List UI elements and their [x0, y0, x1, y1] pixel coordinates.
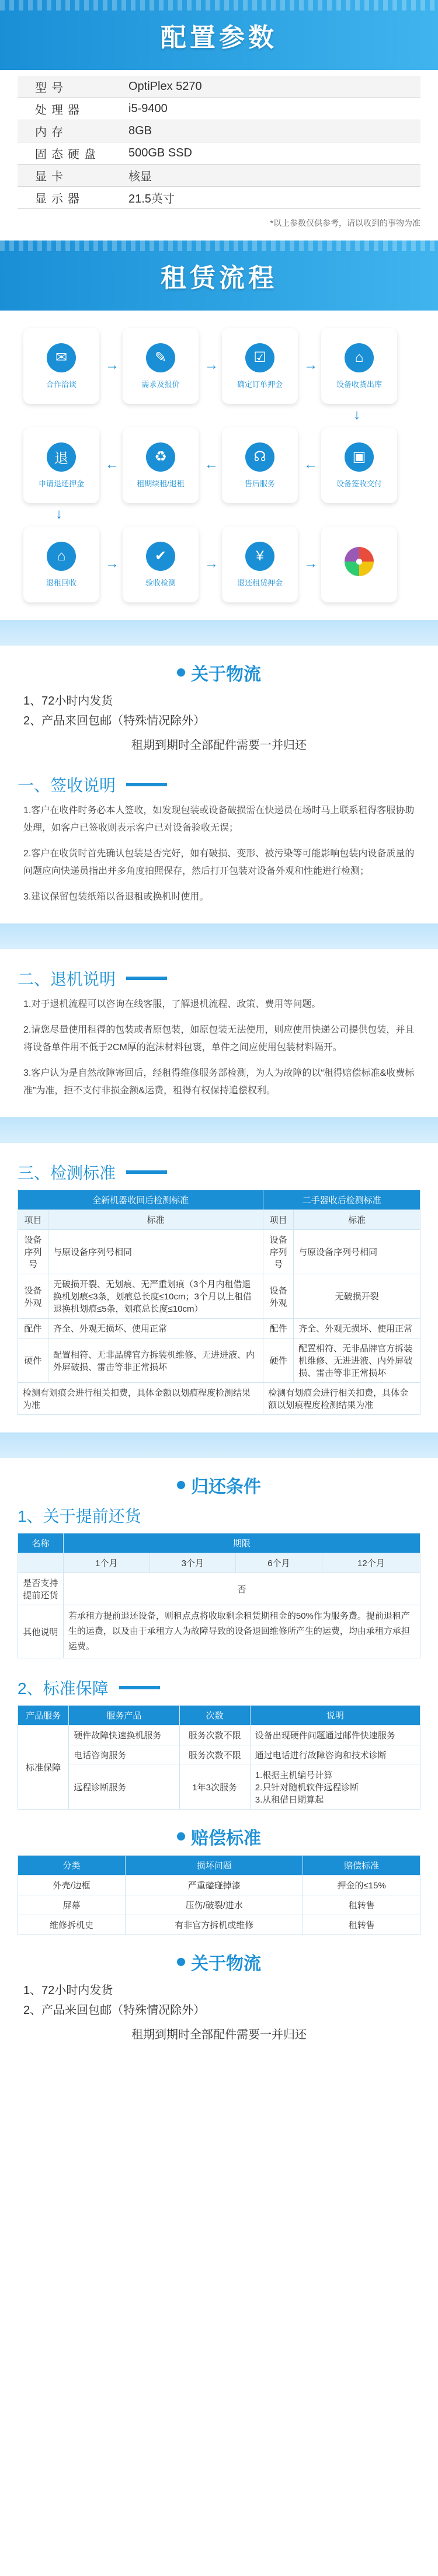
- divider-bar: [0, 1432, 438, 1458]
- paragraph: 3.客户认为是自然故障寄回后，经租得维修服务部检测，为人为故障的以“租得赔偿标准&收费标准”为准，拒不支付非损金额&运费，租得有权保持追偿权利。: [23, 1068, 415, 1096]
- spec-row: 显示器 21.5英寸: [18, 187, 420, 209]
- bullet-dot-icon: [177, 668, 185, 677]
- sign-paras: [23, 802, 415, 906]
- col-header: 全新机器收回后检测标准: [18, 1190, 263, 1210]
- divider-bar: [0, 923, 438, 949]
- title-underline: [126, 783, 167, 786]
- table-row: 硬件 配置相符、无非品牌官方拆装机维修、无进进液、内外屏破损、雷击等非正常损坏 硬件 配置相符、无非品牌官方拆装机维修、无进进液、内外屏破损、雷击等非正常损坏: [18, 1338, 420, 1383]
- arrow-down-icon: ↓: [55, 506, 62, 522]
- spec-note: *以上参数仅供参考，请以收到的事物为准: [270, 218, 420, 228]
- flow-node: 退 申请退还押金: [23, 427, 99, 503]
- flow-node: ⌂ 设备收货出库: [321, 328, 397, 404]
- spec-row: 型号 OptiPlex 5270: [18, 76, 420, 98]
- table-row: 电话咨询服务 服务次数不限 通过电话进行故障咨询和技术诊断: [18, 1745, 420, 1765]
- flow-banner: [0, 240, 438, 311]
- table-row: 配件 齐全、外观无损坏、使用正常 配件 齐全、外观无损坏、使用正常: [18, 1319, 420, 1338]
- edit-icon: ✎: [146, 343, 175, 372]
- headset-icon: ☊: [245, 442, 274, 472]
- table-row: 标准保障 硬件故障快速换机服务 服务次数不限 设备出现硬件问题通过邮件快速服务: [18, 1726, 420, 1745]
- banner-stripes: [0, 240, 438, 251]
- paragraph: 2.请您尽量使用租得的包装或者原包装，如原包装无法使用，则应使用快递公司提供包装，并且将设备单件用不低于2CM厚的泡沫材料包裹，单件之间应使用包装材料隔开。: [23, 1025, 415, 1052]
- table-row: 是否支持提前还货 否: [18, 1573, 420, 1605]
- list-item: 2、产品来回包邮（特殊情况除外）: [23, 714, 206, 727]
- title-underline: [126, 977, 167, 980]
- table-row: 外壳/边框 严重磕碰掉漆 押金的≤15%: [18, 1876, 420, 1895]
- logistics-note: 租期到期时全部配件需要一并归还: [131, 739, 307, 752]
- flow-node: ✔ 验收检测: [123, 527, 199, 602]
- arrow-right-icon: →: [304, 357, 318, 373]
- divider-bar: [0, 620, 438, 646]
- table-row: 设备序列号 与原设备序列号相同 设备序列号 与原设备序列号相同: [18, 1230, 420, 1274]
- title-underline: [119, 1686, 160, 1689]
- spec-row: 内存 8GB: [18, 120, 420, 142]
- early-return-table: 名称 期限 1个月 3个月 6个月 12个月 是否支持提前还货 否 其他说明 若承租方提前退还设备，则租点点将收取剩余租赁期租金的50%作为服务费。提前退租产生的运费，以及由于承租方人为故障导致的设备退回维修所产生的运费，均由承租方承担运费。: [18, 1533, 420, 1658]
- arrow-left-icon: ←: [105, 456, 119, 472]
- flow-title: 租赁流程: [161, 264, 277, 292]
- arrow-left-icon: ←: [304, 456, 318, 472]
- early-return-title: 1、关于提前还货: [18, 1507, 141, 1525]
- warehouse-icon: ⌂: [345, 343, 374, 372]
- logistics-list: [23, 691, 415, 755]
- flow-node: ¥ 退还租赁押金: [222, 527, 298, 602]
- arrow-right-icon: →: [304, 556, 318, 571]
- flow-node: ▣ 设备签收交付: [321, 427, 397, 503]
- return-cond-title: 归还条件: [0, 1472, 438, 1498]
- return-paras: [23, 996, 415, 1100]
- logistics-list: [23, 1981, 415, 2045]
- table-row: 屏幕 压伤/破裂/进水 租转售: [18, 1895, 420, 1915]
- flow-node: ⌂ 退租回收: [23, 527, 99, 602]
- coin-icon: ¥: [245, 542, 274, 571]
- list-item: 2、产品来回包邮（特殊情况除外）: [23, 2004, 206, 2017]
- return-title: 二、退机说明: [18, 967, 420, 990]
- bullet-dot-icon: [177, 1832, 185, 1841]
- table-row: 其他说明 若承租方提前退还设备，则租点点将收取剩余租赁期租金的50%作为服务费。提前退租产生的运费，以及由于承租方人为故障导致的设备退回维修所产生的运费，均由承租方承担运费。: [18, 1605, 420, 1658]
- table-row: 维修拆机史 有非官方拆机或维修 租转售: [18, 1915, 420, 1935]
- flow-node: ♻ 租期续租/退租: [123, 427, 199, 503]
- arrow-right-icon: →: [204, 357, 218, 373]
- list-item: 1、72小时内发货: [23, 695, 113, 707]
- arrow-right-icon: →: [204, 556, 218, 571]
- inspect-table: 全新机器收回后检测标准 二手器收后检测标准 项目 标准 项目 标准 设备序列号 与原设备序列号相同 设备序列号 与原设备序列号相同 设备外观 无破损开裂、无划痕、无严重划痕（3个月内租借退换机划痕≤3条，划痕总长度≤10cm；3个月以上租借退换机划痕≤5条，划痕总长度≤10cm） 设备外观 无破损开裂 配件 齐全、外观无损坏、使用正常 配件 齐全、外观无损坏、使用正常 硬件 配置相符、无非品牌官方拆装机维修、无进进液、内外屏破损、雷击等非正常损坏 硬件 配置相符、无非品牌官方拆装机维修、无进进液、内外屏破损、雷击等非正常损坏 检测有划痕会进行相关扣费，具体金额以划痕程度检测结果为准 检测有划痕会进行相关扣费，具体金额以划痕程度检测结果为准: [18, 1190, 420, 1415]
- title-underline: [126, 1170, 167, 1174]
- flow-node: ✎ 需求及报价: [123, 328, 199, 404]
- order-icon: ☑: [245, 343, 274, 372]
- chat-icon: ✉: [47, 343, 76, 372]
- table-row: 设备外观 无破损开裂、无划痕、无严重划痕（3个月内租借退换机划痕≤3条，划痕总长度≤10cm；3个月以上租借退换机划痕≤5条，划痕总长度≤10cm） 设备外观 无破损开裂: [18, 1274, 420, 1319]
- flow-node: [321, 527, 397, 602]
- spec-row: 固态硬盘 500GB SSD: [18, 142, 420, 165]
- compensation-table: 分类 损坏问题 赔偿标准 外壳/边框 严重磕碰掉漆 押金的≤15% 屏幕 压伤/破裂/进水 租转售 维修拆机史 有非官方拆机或维修 租转售: [18, 1855, 420, 1935]
- arrow-right-icon: →: [105, 357, 119, 373]
- arrow-left-icon: ←: [204, 456, 218, 472]
- col-header: 二手器收后检测标准: [263, 1190, 420, 1210]
- guarantee-table: 产品服务 服务产品 次数 说明 标准保障 硬件故障快速换机服务 服务次数不限 设备出现硬件问题通过邮件快速服务 电话咨询服务 服务次数不限 通过电话进行故障咨询和技术诊断 远程诊断服务 1年3次服务 1.根据主机编号计算 2.只针对随机软件远程诊断 3.从租借日期算起: [18, 1705, 420, 1810]
- paragraph: 3.建议保留包装纸箱以备退租或换机时使用。: [23, 892, 209, 902]
- recycle-icon: ♻: [146, 442, 175, 472]
- spec-row: 显卡 核显: [18, 165, 420, 187]
- bullet-dot-icon: [177, 1958, 185, 1966]
- config-title: 配置参数: [161, 23, 277, 52]
- bullet-dot-icon: [177, 1481, 185, 1489]
- banner-stripes: [0, 0, 438, 11]
- refund-icon: 退: [47, 442, 76, 472]
- sign-title: 一、签收说明: [18, 773, 420, 796]
- config-banner: [0, 0, 438, 70]
- inspect-icon: ✔: [146, 542, 175, 571]
- list-item: 1、72小时内发货: [23, 1984, 113, 1997]
- arrow-down-icon: ↓: [353, 407, 360, 423]
- flow-node: ☊ 售后服务: [222, 427, 298, 503]
- arrow-right-icon: →: [105, 556, 119, 571]
- spec-row: 处理器 i5-9400: [18, 98, 420, 120]
- table-row: 检测有划痕会进行相关扣费，具体金额以划痕程度检测结果为准 检测有划痕会进行相关扣费，具体金额以划痕程度检测结果为准: [18, 1383, 420, 1415]
- paragraph: 1.客户在收件时务必本人签收，如发现包装或设备破损需在快递员在场时马上联系租得客服协助处理，如客户已签收则表示客户已对设备验收无误；: [23, 806, 415, 833]
- box-icon: ▣: [345, 442, 374, 472]
- divider-bar: [0, 1117, 438, 1143]
- table-row: 远程诊断服务 1年3次服务 1.根据主机编号计算 2.只针对随机软件远程诊断 3.从租借日期算起: [18, 1765, 420, 1810]
- flow-node: ☑ 确定订单押金: [222, 328, 298, 404]
- logistics-title: 关于物流: [0, 660, 438, 685]
- brand-logo-icon: ●: [345, 547, 374, 576]
- logistics-note: 租期到期时全部配件需要一并归还: [131, 2028, 307, 2041]
- spec-table: [18, 76, 420, 209]
- guarantee-title: 2、标准保障: [18, 1676, 420, 1699]
- compensation-title: 赔偿标准: [0, 1824, 438, 1849]
- flow-diagram: [18, 328, 420, 620]
- return-house-icon: ⌂: [47, 542, 76, 571]
- inspect-title: 三、检测标准: [18, 1160, 420, 1184]
- paragraph: 1.对于退机流程可以咨询在线客服，了解退机流程、政策、费用等问题。: [23, 999, 321, 1009]
- flow-node: ✉ 合作洽谈: [23, 328, 99, 404]
- paragraph: 2.客户在收货时首先确认包装是否完好，如有破损、变形、被污染等可能影响包装内设备质量的问题应向快递员指出并多角度拍照保存，然后打开包装对设备外观和性能进行检测；: [23, 849, 415, 876]
- logistics-title: 关于物流: [0, 1949, 438, 1975]
